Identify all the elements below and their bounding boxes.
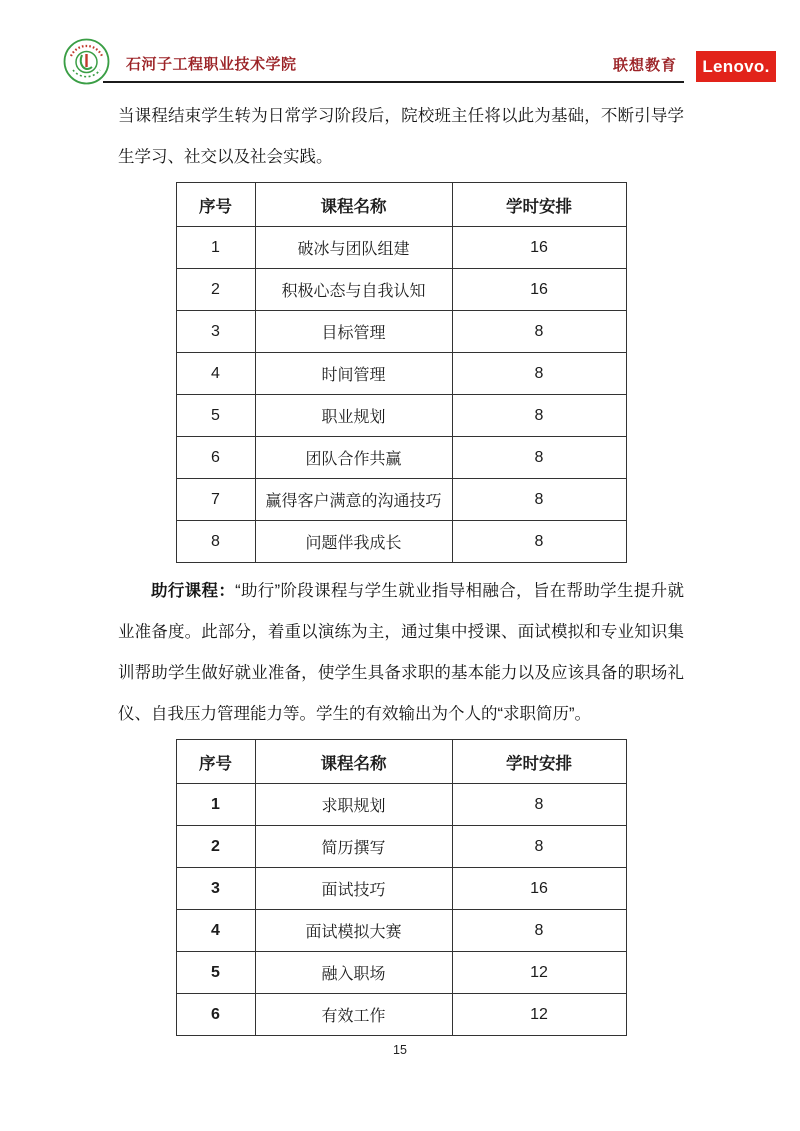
table-row bbox=[176, 437, 626, 479]
cell-course: 求职规划 bbox=[255, 784, 452, 826]
column-header-hours: 学时安排 bbox=[452, 183, 626, 227]
column-header-seq: 序号 bbox=[176, 740, 255, 784]
page-content bbox=[118, 96, 684, 1036]
cell-seq: 2 bbox=[176, 269, 255, 311]
table-row bbox=[176, 868, 626, 910]
column-header-hours: 学时安排 bbox=[452, 740, 626, 784]
table-row bbox=[176, 269, 626, 311]
column-header-course: 课程名称 bbox=[255, 183, 452, 227]
paragraph-intro: 当课程结束学生转为日常学习阶段后，院校班主任将以此为基础，不断引导学生学习、社交以及社会实践。 bbox=[118, 107, 684, 166]
cell-seq: 3 bbox=[176, 868, 255, 910]
cell-seq: 4 bbox=[176, 910, 255, 952]
cell-seq: 6 bbox=[176, 437, 255, 479]
cell-course: 融入职场 bbox=[255, 952, 452, 994]
cell-seq: 2 bbox=[176, 826, 255, 868]
cell-seq: 5 bbox=[176, 952, 255, 994]
table-row bbox=[176, 227, 626, 269]
table-header-row bbox=[176, 740, 626, 784]
cell-course: 积极心态与自我认知 bbox=[255, 269, 452, 311]
cell-course: 团队合作共赢 bbox=[255, 437, 452, 479]
course-table-2 bbox=[176, 739, 627, 1036]
lenovo-logo: Lenovo. bbox=[696, 51, 776, 82]
cell-course: 破冰与团队组建 bbox=[255, 227, 452, 269]
table-row bbox=[176, 353, 626, 395]
column-header-course: 课程名称 bbox=[255, 740, 452, 784]
cell-hours: 8 bbox=[452, 353, 626, 395]
table-row bbox=[176, 395, 626, 437]
cell-hours: 16 bbox=[452, 269, 626, 311]
cell-course: 问题伴我成长 bbox=[255, 521, 452, 563]
cell-hours: 8 bbox=[452, 910, 626, 952]
column-header-seq: 序号 bbox=[176, 183, 255, 227]
cell-seq: 1 bbox=[176, 227, 255, 269]
cell-course: 赢得客户满意的沟通技巧 bbox=[255, 479, 452, 521]
cell-seq: 7 bbox=[176, 479, 255, 521]
cell-hours: 8 bbox=[452, 311, 626, 353]
page-number: 15 bbox=[393, 1043, 407, 1057]
lenovo-education-label: 联想教育 bbox=[613, 57, 678, 74]
cell-seq: 3 bbox=[176, 311, 255, 353]
table-row bbox=[176, 952, 626, 994]
cell-seq: 6 bbox=[176, 994, 255, 1036]
cell-hours: 16 bbox=[452, 868, 626, 910]
cell-hours: 8 bbox=[452, 521, 626, 563]
cell-hours: 8 bbox=[452, 826, 626, 868]
cell-hours: 8 bbox=[452, 479, 626, 521]
table-row bbox=[176, 311, 626, 353]
cell-seq: 1 bbox=[176, 784, 255, 826]
school-logo-icon bbox=[63, 38, 110, 85]
table-row bbox=[176, 479, 626, 521]
cell-hours: 8 bbox=[452, 395, 626, 437]
cell-seq: 5 bbox=[176, 395, 255, 437]
paragraph-lead: 助行课程： bbox=[151, 582, 236, 600]
cell-course: 职业规划 bbox=[255, 395, 452, 437]
table-header-row bbox=[176, 183, 626, 227]
cell-course: 目标管理 bbox=[255, 311, 452, 353]
cell-hours: 8 bbox=[452, 784, 626, 826]
cell-course: 面试技巧 bbox=[255, 868, 452, 910]
course-table-1 bbox=[176, 182, 627, 563]
table-row bbox=[176, 521, 626, 563]
table-row bbox=[176, 784, 626, 826]
cell-seq: 4 bbox=[176, 353, 255, 395]
paragraph-body-text: “助行”阶段课程与学生就业指导相融合，旨在帮助学生提升就业准备度。此部分，着重以演练为主，通过集中授课、面试模拟和专业知识集训帮助学生做好就业准备，使学生具备求职的基本能力以及应该具备的职场礼仪、自我压力管理能力等。学生的有效输出为个人的“求职简历”。 bbox=[118, 582, 684, 723]
table-row bbox=[176, 826, 626, 868]
cell-course: 简历撰写 bbox=[255, 826, 452, 868]
paragraph-zhuxing bbox=[118, 571, 684, 735]
cell-course: 有效工作 bbox=[255, 994, 452, 1036]
cell-course: 面试模拟大赛 bbox=[255, 910, 452, 952]
table-row bbox=[176, 910, 626, 952]
school-name: 石河子工程职业技术学院 bbox=[126, 56, 297, 73]
cell-course: 时间管理 bbox=[255, 353, 452, 395]
header-divider bbox=[103, 81, 684, 83]
cell-hours: 8 bbox=[452, 437, 626, 479]
cell-hours: 12 bbox=[452, 994, 626, 1036]
table-row bbox=[176, 994, 626, 1036]
cell-hours: 16 bbox=[452, 227, 626, 269]
cell-seq: 8 bbox=[176, 521, 255, 563]
cell-hours: 12 bbox=[452, 952, 626, 994]
